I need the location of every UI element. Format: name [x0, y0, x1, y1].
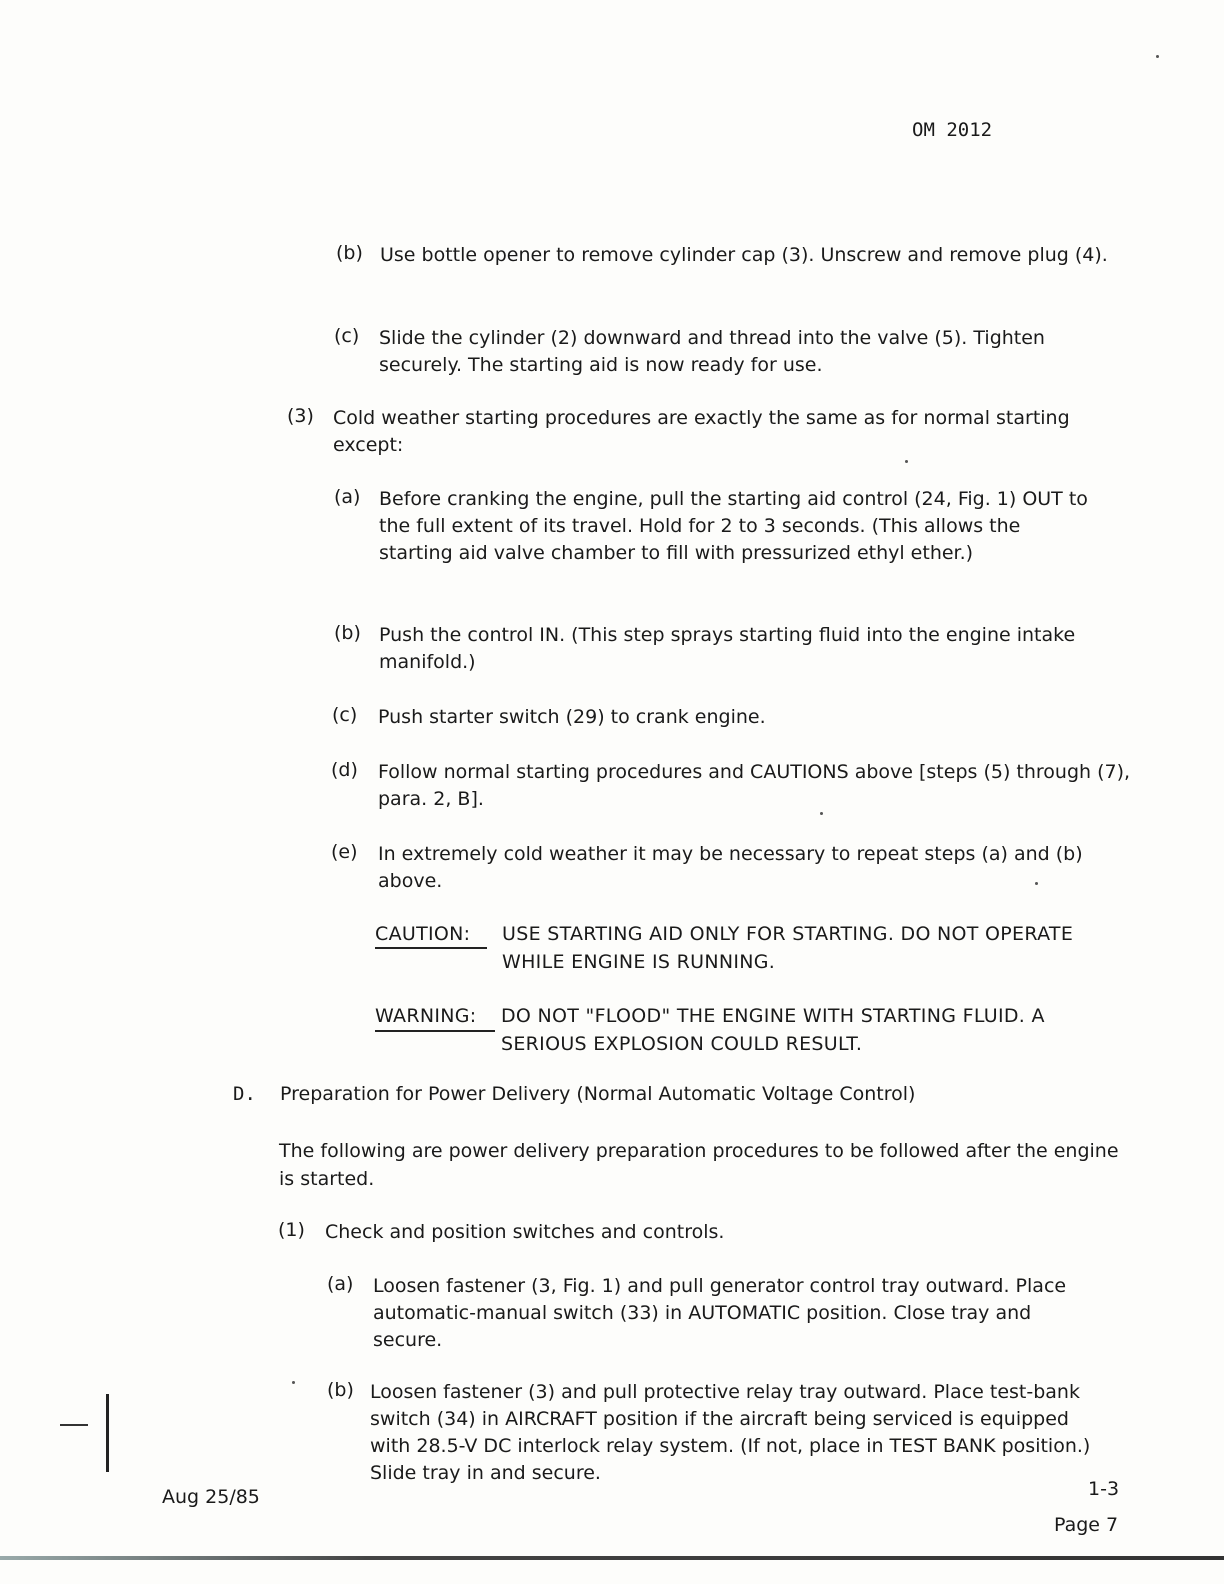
step-label: (1) [278, 1219, 305, 1241]
item-text: Use bottle opener to remove cylinder cap (3). Unscrew and remove plug (4). [380, 244, 1108, 266]
section-intro: The following are power delivery preparation procedures to be followed after the engine is started. [279, 1140, 1119, 1190]
item-label: (a) [327, 1273, 354, 1295]
margin-dash [60, 1424, 88, 1426]
section-page-number: 1-3 [1088, 1478, 1120, 1500]
document-number: OM 2012 [912, 119, 993, 141]
caution-label: CAUTION: [375, 923, 471, 945]
margin-mark [106, 1394, 109, 1472]
item-label: (d) [331, 759, 358, 781]
scan-edge-line [0, 1556, 1224, 1560]
item-text: Slide the cylinder (2) downward and thread into the valve (5). Tighten securely. The starting aid is now ready for use. [379, 327, 1045, 376]
section-title: Preparation for Power Delivery (Normal Automatic Voltage Control) [280, 1083, 916, 1105]
item-text: Loosen fastener (3) and pull protective relay tray outward. Place test-bank switch (34) in AIRCRAFT position if the aircraft being serviced is equipped with 28.5-V DC interlock relay system. (If not, place in TEST BANK position.) Slide tray in and secure. [370, 1381, 1091, 1484]
scan-speck [820, 812, 823, 815]
item-text: Before cranking the engine, pull the starting aid control (24, Fig. 1) OUT to the full extent of its travel. Hold for 2 to 3 seconds. (This allows the starting aid valve chamber to fill with pressurized ethyl ether.) [379, 488, 1088, 564]
step-label: (3) [287, 405, 314, 427]
warning-label: WARNING: [375, 1005, 477, 1027]
item-text: Push starter switch (29) to crank engine. [378, 706, 766, 728]
item-label: (e) [331, 841, 358, 863]
item-text: In extremely cold weather it may be necessary to repeat steps (a) and (b) above. [378, 843, 1083, 892]
item-text: Loosen fastener (3, Fig. 1) and pull generator control tray outward. Place automatic-manual switch (33) in AUTOMATIC position. Close tray and secure. [373, 1275, 1067, 1351]
footer-date: Aug 25/85 [162, 1486, 260, 1508]
scan-speck [1156, 55, 1159, 58]
item-text: Push the control IN. (This step sprays starting fluid into the engine intake manifold.) [379, 624, 1076, 673]
item-label: (a) [334, 486, 361, 508]
item-label: (c) [334, 325, 360, 347]
step-text: Check and position switches and controls. [325, 1221, 725, 1243]
item-label: (b) [327, 1379, 354, 1401]
page-number: Page 7 [1054, 1514, 1119, 1536]
warning-underline [375, 1030, 495, 1032]
section-label: D. [233, 1083, 256, 1105]
item-text: Follow normal starting procedures and CAUTIONS above [steps (5) through (7), para. 2, B]. [378, 761, 1131, 810]
step-text: Cold weather starting procedures are exactly the same as for normal starting except: [333, 407, 1070, 456]
item-label: (b) [334, 622, 361, 644]
scan-speck [1035, 882, 1038, 885]
warning-text: DO NOT "FLOOD" THE ENGINE WITH STARTING FLUID. A SERIOUS EXPLOSION COULD RESULT. [501, 1005, 1045, 1055]
scan-speck [292, 1381, 295, 1384]
caution-text: USE STARTING AID ONLY FOR STARTING. DO NOT OPERATE WHILE ENGINE IS RUNNING. [502, 923, 1074, 973]
scan-speck [905, 460, 908, 463]
caution-underline [375, 947, 487, 949]
item-label: (c) [332, 704, 358, 726]
item-label: (b) [336, 242, 363, 264]
